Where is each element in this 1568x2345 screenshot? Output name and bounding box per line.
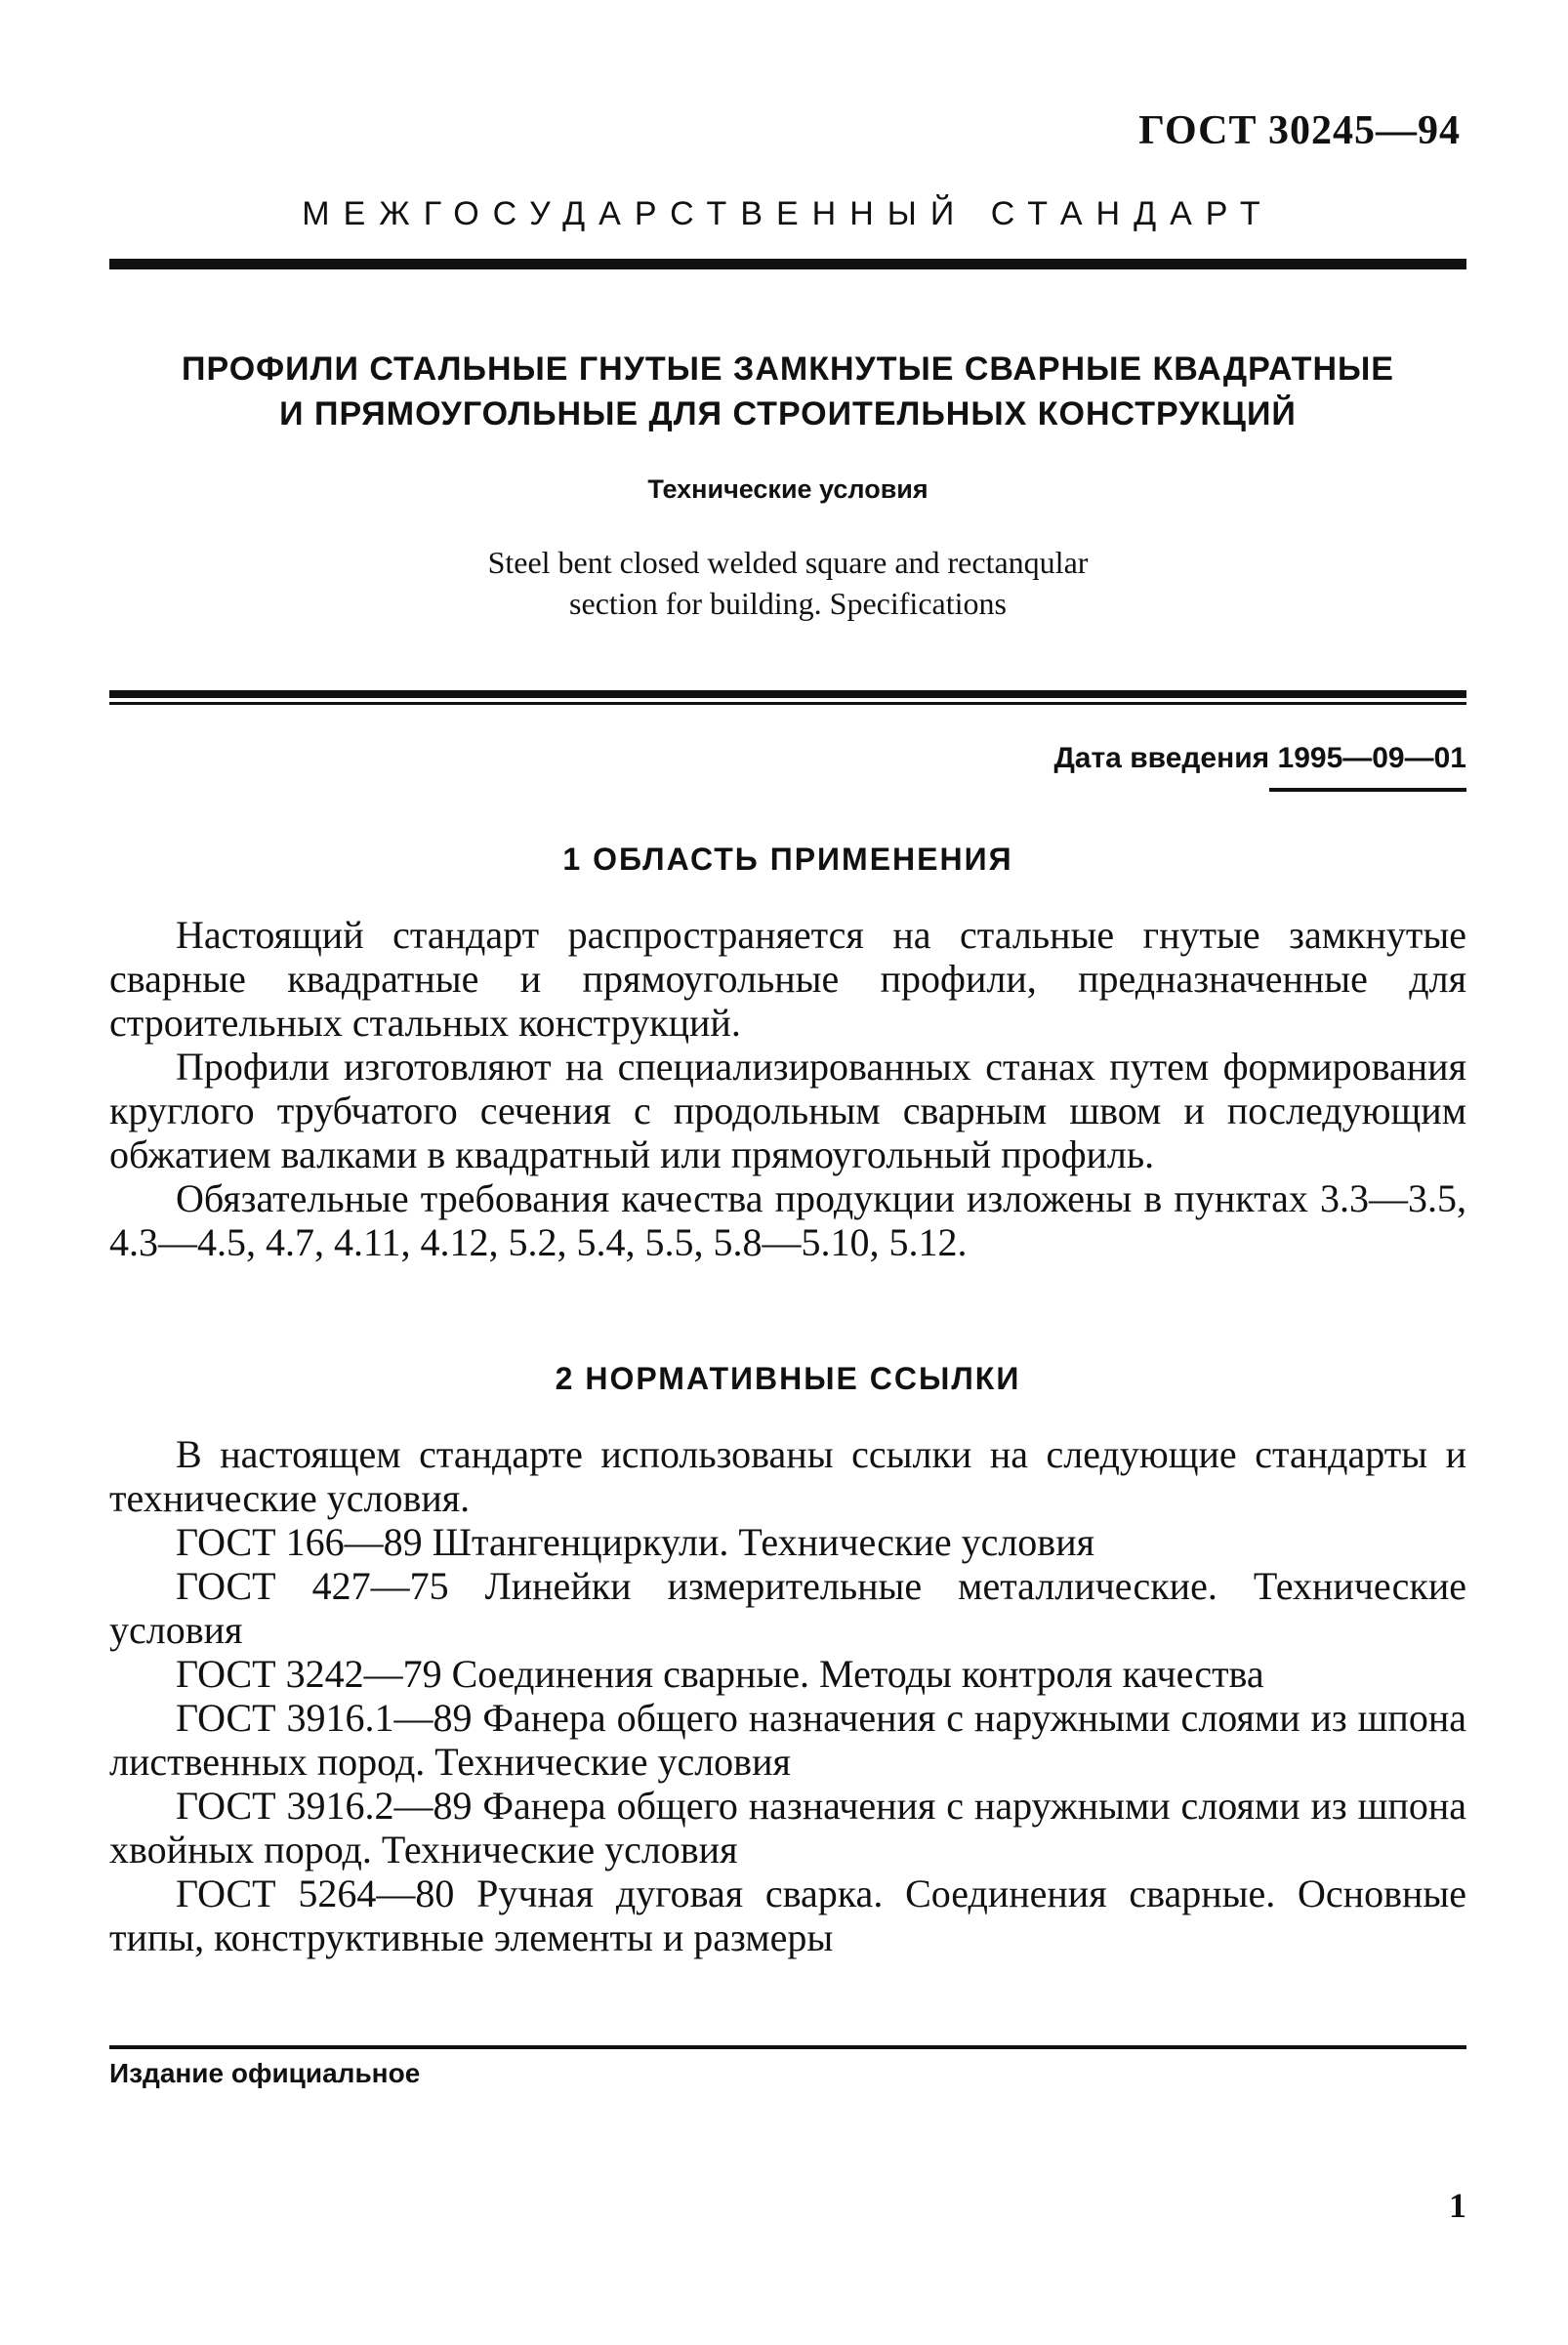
footer-rule: [109, 2045, 1466, 2049]
paragraph: Настоящий стандарт распространяется на стальные гнутые замкнутые сварные квадратные и прямоугольные профили, предназначенные для строительных стальных конструкций.: [109, 913, 1466, 1045]
english-title: [109, 542, 1466, 624]
reference-item: ГОСТ 3916.1—89 Фанера общего назначения с наружными слоями из шпона лиственных пород. Технические условия: [109, 1696, 1466, 1784]
standard-type-heading: МЕЖГОСУДАРСТВЕННЫЙ СТАНДАРТ: [302, 195, 1274, 232]
reference-item: ГОСТ 3242—79 Соединения сварные. Методы контроля качества: [176, 1652, 1264, 1696]
section-heading-scope: 1 ОБЛАСТЬ ПРИМЕНЕНИЯ: [562, 842, 1013, 877]
page-number: 1: [1449, 2186, 1466, 2225]
section-body-scope: [109, 913, 1466, 1264]
paragraph: В настоящем стандарте использованы ссылки на следующие стандарты и технические условия.: [109, 1432, 1466, 1520]
gost-number: ГОСТ 30245—94: [1138, 108, 1461, 153]
english-title-line-1: Steel bent closed welded square and rectanqular: [487, 545, 1089, 580]
section-body-references: [109, 1432, 1466, 1959]
reference-item: ГОСТ 427—75 Линейки измерительные металлические. Технические условия: [109, 1564, 1466, 1652]
title-rule-thin: [109, 702, 1466, 705]
paragraph: Профили изготовляют на специализированных станах путем формирования круглого трубчатого сечения с продольным сварным швом и последующим обжатием валками в квадратный или прямоугольный профиль.: [109, 1045, 1466, 1176]
reference-item: ГОСТ 3916.2—89 Фанера общего назначения с наружными слоями из шпона хвойных пород. Технические условия: [109, 1784, 1466, 1872]
introduction-date: Дата введения 1995—09—01: [1053, 742, 1466, 774]
paragraph: Обязательные требования качества продукции изложены в пунктах 3.3—3.5, 4.3—4.5, 4.7, 4.11, 4.12, 5.2, 5.4, 5.5, 5.8—5.10, 5.12.: [109, 1176, 1466, 1264]
date-underline: [1269, 788, 1466, 792]
reference-item: ГОСТ 166—89 Штангенциркули. Технические условия: [176, 1520, 1094, 1564]
title-line-2: И ПРЯМОУГОЛЬНЫЕ ДЛЯ СТРОИТЕЛЬНЫХ КОНСТРУКЦИЙ: [279, 395, 1297, 432]
document-subtitle: Технические условия: [647, 474, 928, 504]
reference-item: ГОСТ 5264—80 Ручная дуговая сварка. Соединения сварные. Основные типы, конструктивные элементы и размеры: [109, 1872, 1466, 1959]
title-rule-thick: [109, 690, 1466, 698]
header-rule: [109, 259, 1466, 269]
section-heading-references: 2 НОРМАТИВНЫЕ ССЫЛКИ: [555, 1361, 1021, 1396]
title-line-1: ПРОФИЛИ СТАЛЬНЫЕ ГНУТЫЕ ЗАМКНУТЫЕ СВАРНЫЕ КВАДРАТНЫЕ: [182, 350, 1394, 388]
official-edition-label: Издание официальное: [109, 2058, 421, 2088]
english-title-line-2: section for building. Specifications: [569, 586, 1007, 621]
document-title: [109, 347, 1466, 436]
